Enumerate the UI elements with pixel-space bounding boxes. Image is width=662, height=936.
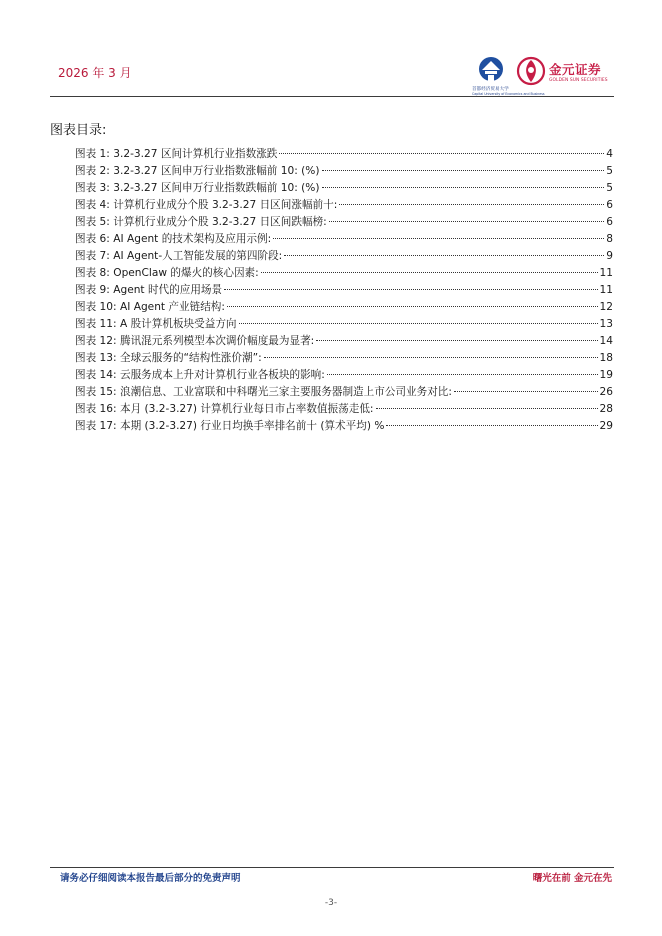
toc-entry-label: 图表 4: 计算机行业成分个股 3.2-3.27 日区间涨幅前十: xyxy=(75,199,338,211)
toc-leader-dots xyxy=(322,176,605,188)
toc-entry-page: 29 xyxy=(599,420,613,432)
toc-entry[interactable] xyxy=(75,417,613,434)
toc-leader-dots xyxy=(454,380,598,392)
toc-entry-page: 5 xyxy=(606,165,613,177)
toc-entry-label: 图表 6: AI Agent 的技术架构及应用示例: xyxy=(75,233,272,245)
toc-entry-label: 图表 1: 3.2-3.27 区间计算机行业指数涨跌 xyxy=(75,148,278,160)
toc-entry-page: 9 xyxy=(606,250,613,262)
toc-leader-dots xyxy=(273,227,604,239)
toc-entry-page: 8 xyxy=(606,233,613,245)
toc-entry-page: 13 xyxy=(599,318,613,330)
toc-list xyxy=(75,145,613,434)
toc-entry-label: 图表 10: AI Agent 产业链结构: xyxy=(75,301,225,313)
toc-entry-label: 图表 5: 计算机行业成分个股 3.2-3.27 日区间跌幅榜: xyxy=(75,216,327,228)
toc-leader-dots xyxy=(239,312,598,324)
toc-entry-page: 26 xyxy=(599,386,613,398)
toc-leader-dots xyxy=(322,159,605,171)
toc-entry-page: 11 xyxy=(599,284,613,296)
toc-leader-dots xyxy=(386,414,597,426)
toc-entry-label: 图表 12: 腾讯混元系列模型本次调价幅度最为显著: xyxy=(75,335,315,347)
toc-entry-page: 18 xyxy=(599,352,613,364)
toc-leader-dots xyxy=(261,261,598,273)
toc-leader-dots xyxy=(224,278,597,290)
toc-leader-dots xyxy=(339,193,604,205)
brand-logo-en: GOLDEN SUN SECURITIES xyxy=(549,78,608,83)
toc-entry-label: 图表 8: OpenClaw 的爆火的核心因素: xyxy=(75,267,259,279)
brand-logo-cn: 金元证券 xyxy=(549,62,602,77)
toc-leader-dots xyxy=(227,295,598,307)
toc-leader-dots xyxy=(279,142,604,154)
toc-entry-label: 图表 3: 3.2-3.27 区间申万行业指数跌幅前 10: (%) xyxy=(75,182,320,194)
toc-leader-dots xyxy=(264,346,598,358)
toc-entry-label: 图表 7: AI Agent-人工智能发展的第四阶段: xyxy=(75,250,283,262)
toc-leader-dots xyxy=(327,363,598,375)
toc-entry-page: 6 xyxy=(606,199,613,211)
toc-title: 图表目录: xyxy=(50,123,107,138)
logo-area xyxy=(472,52,622,94)
footer-divider xyxy=(50,867,614,868)
toc-entry-page: 4 xyxy=(606,148,613,160)
partner-logo-en: Capital University of Economics and Business xyxy=(472,92,545,96)
toc-entry-label: 图表 11: A 股计算机板块受益方向 xyxy=(75,318,237,330)
partner-logo-cn: 首都经济贸易大学 xyxy=(472,87,509,92)
toc-entry-page: 5 xyxy=(606,182,613,194)
toc-entry-label: 图表 14: 云服务成本上升对计算机行业各板块的影响: xyxy=(75,369,325,381)
toc-entry-label: 图表 13: 全球云服务的“结构性涨价潮”: xyxy=(75,352,262,364)
toc-entry-label: 图表 15: 浪潮信息、工业富联和中科曙光三家主要服务器制造上市公司业务对比: xyxy=(75,386,452,398)
toc-entry-page: 6 xyxy=(606,216,613,228)
toc-entry-page: 12 xyxy=(599,301,613,313)
toc-entry-label: 图表 16: 本月 (3.2-3.27) 计算机行业每日市占率数值振荡走低: xyxy=(75,403,374,415)
toc-leader-dots xyxy=(284,244,604,256)
header-divider xyxy=(50,96,614,97)
footer-disclaimer: 请务必仔细阅读本报告最后部分的免责声明 xyxy=(60,873,241,884)
report-date: 2026 年 3 月 xyxy=(58,66,132,80)
brand-logo-icon xyxy=(516,56,546,86)
toc-entry-label: 图表 17: 本期 (3.2-3.27) 行业日均换手率排名前十 (算术平均) % xyxy=(75,420,385,432)
toc-leader-dots xyxy=(329,210,605,222)
toc-leader-dots xyxy=(376,397,598,409)
toc-entry-page: 28 xyxy=(599,403,613,415)
toc-entry-page: 11 xyxy=(599,267,613,279)
toc-entry-label: 图表 9: Agent 时代的应用场景 xyxy=(75,284,223,296)
toc-leader-dots xyxy=(316,329,597,341)
toc-entry-page: 19 xyxy=(599,369,613,381)
toc-entry-label: 图表 2: 3.2-3.27 区间申万行业指数涨幅前 10: (%) xyxy=(75,165,320,177)
toc-entry-page: 14 xyxy=(599,335,613,347)
page-number: -3- xyxy=(324,898,338,908)
footer-slogan: 曙光在前 金元在先 xyxy=(532,873,612,884)
